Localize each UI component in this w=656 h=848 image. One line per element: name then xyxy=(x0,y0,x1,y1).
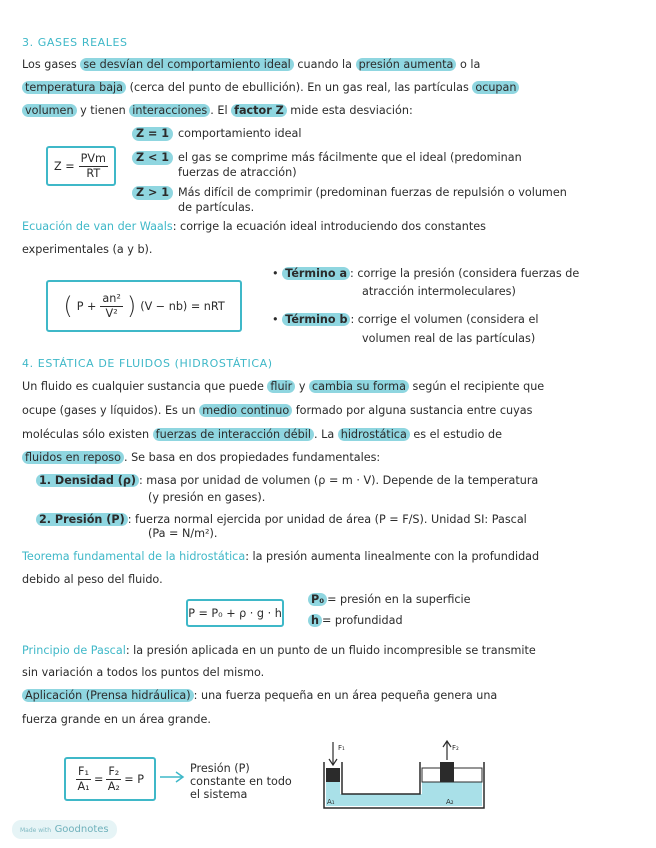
paragraph-line: fuerza grande en un área grande. xyxy=(22,713,211,726)
pascal-note: Presión (P) constante en todo el sistema xyxy=(190,762,292,801)
z-badge: Z > 1 xyxy=(132,186,173,200)
highlight: temperatura baja xyxy=(22,81,126,94)
definition-p0: P₀ = presión en la superficie xyxy=(308,593,471,607)
term-label: Término b xyxy=(282,313,350,326)
hydrostatic-formula-box: P = P₀ + ρ · g · h xyxy=(186,599,284,627)
theorem-title: Teorema fundamental de la hidrostática xyxy=(22,550,246,563)
term-b-cont: volumen real de las partículas) xyxy=(362,332,536,345)
section-3-heading: 3. GASES REALES xyxy=(22,36,128,49)
paragraph-line: ocupe (gases y líquidos). Es un medio continuo formado por alguna sustancia entre cuyas xyxy=(22,404,533,417)
small-piston xyxy=(326,768,340,782)
highlight: interacciones xyxy=(129,104,210,117)
hydraulic-press-diagram xyxy=(318,738,490,810)
highlight: fluir xyxy=(267,380,295,393)
highlight: fuerzas de interacción débil xyxy=(153,428,314,441)
arrow-right-icon xyxy=(158,770,188,784)
paragraph-line: volumen y tienen interacciones . El factor Z mide esta desviación: xyxy=(22,104,413,118)
highlight: medio continuo xyxy=(199,404,292,417)
label-f1: F₁ xyxy=(338,744,345,752)
property-density-cont: (y presión en gases). xyxy=(148,491,266,504)
paragraph-line: temperatura baja (cerca del punto de ebullición). En un gas real, las partículas ocupan xyxy=(22,81,519,95)
pascal-formula-box: $\frac{\text{F₁}}{\text{A₁}}$ = $\frac{\text{F₂}}{\text{A₂}}$ = P xyxy=(64,757,156,801)
fluid-right xyxy=(422,782,482,796)
section-4-heading: 4. ESTÁTICA DE FLUIDOS (HIDROSTÁTICA) xyxy=(22,357,273,370)
symbol: h xyxy=(308,614,322,627)
highlight: Aplicación (Prensa hidráulica) xyxy=(22,689,194,702)
fraction: $\frac{\text{F₁}}{\text{A₁}}$ xyxy=(77,764,90,793)
term-a-cont: atracción intermoleculares) xyxy=(362,285,516,298)
highlight: hidrostática xyxy=(338,428,410,441)
highlight: se desvían del comportamiento ideal xyxy=(80,58,293,71)
z-badge: Z = 1 xyxy=(132,127,173,141)
van-der-waals-formula-box: ( P + $\frac{\text{an²}}{\text{V²}}$ ) (V − nb) = nRT xyxy=(46,280,242,332)
z-case-text: Más difícil de comprimir (predominan fuerzas de repulsión o volumen xyxy=(178,186,567,199)
load-block xyxy=(440,762,454,782)
highlight: volumen xyxy=(22,104,77,117)
z-case-text: de partículas. xyxy=(178,201,255,214)
highlight: cambia su forma xyxy=(309,380,409,393)
paragraph-line: Ecuación de van der Waals: corrige la ecuación ideal introduciendo dos constantes xyxy=(22,220,486,233)
term-a: • Término a : corrige la presión (considera fuerzas de xyxy=(272,267,580,280)
fraction: $\frac{\text{PVm}}{RT}$ xyxy=(80,151,106,180)
paragraph-line: debido al peso del fluido. xyxy=(22,573,163,586)
property-pressure: 2. Presión (P) : fuerza normal ejercida por unidad de área (P = F/S). Unidad SI: Pascal xyxy=(36,513,527,527)
z-case-text: comportamiento ideal xyxy=(178,127,302,140)
property-pressure-cont: (Pa = N/m²). xyxy=(148,527,218,540)
paragraph-line: sin variación a todos los puntos del mismo. xyxy=(22,666,265,679)
label-a1: A₁ xyxy=(327,798,335,806)
goodnotes-badge: Made with Goodnotes xyxy=(12,820,117,839)
paragraph-line: fluidos en reposo . Se basa en dos propiedades fundamentales: xyxy=(22,451,380,465)
highlight: factor Z xyxy=(231,104,287,117)
highlight: fluidos en reposo xyxy=(22,451,124,464)
paragraph-line: Aplicación (Prensa hidráulica) : una fuerza pequeña en un área pequeña genera una xyxy=(22,689,497,703)
paragraph-line: Los gases se desvían del comportamiento ideal cuando la presión aumenta o la xyxy=(22,58,481,71)
fraction: $\frac{\text{F₂}}{\text{A₂}}$ xyxy=(107,764,120,793)
fraction: $\frac{\text{an²}}{\text{V²}}$ xyxy=(102,291,121,320)
label-f2: F₂ xyxy=(452,744,459,752)
paragraph-line: Teorema fundamental de la hidrostática: la presión aumenta linealmente con la profundidad xyxy=(22,550,540,563)
paragraph-line: experimentales (a y b). xyxy=(22,243,153,256)
z-case-text: fuerzas de atracción) xyxy=(178,166,297,179)
label-a2: A₂ xyxy=(446,798,454,806)
highlight: presión aumenta xyxy=(356,58,457,71)
vdw-title: Ecuación de van der Waals xyxy=(22,220,173,233)
z-case-text: el gas se comprime más fácilmente que el ideal (predominan xyxy=(178,151,522,164)
fluid-left xyxy=(326,782,340,796)
paragraph-line: Un fluido es cualquier sustancia que puede fluir y cambia su forma según el recipiente que xyxy=(22,380,545,393)
paragraph-line: Principio de Pascal: la presión aplicada en un punto de un fluido incompresible se transmite xyxy=(22,644,536,657)
term-b: • Término b : corrige el volumen (considera el xyxy=(272,313,539,326)
symbol: P₀ xyxy=(308,593,327,606)
pascal-title: Principio de Pascal xyxy=(22,644,126,657)
property-label: 1. Densidad (ρ) xyxy=(36,474,139,487)
definition-h: h = profundidad xyxy=(308,614,403,628)
property-label: 2. Presión (P) xyxy=(36,513,128,526)
term-label: Término a xyxy=(282,267,350,280)
goodnotes-logo: Goodnotes xyxy=(54,824,109,835)
highlight: ocupan xyxy=(472,81,519,94)
z-factor-formula-box: Z = $\frac{\text{PVm}}{RT}$ xyxy=(46,146,116,186)
property-density: 1. Densidad (ρ) : masa por unidad de volumen (ρ = m · V). Depende de la temperatura xyxy=(36,474,538,488)
paragraph-line: moléculas sólo existen fuerzas de interacción débil . La hidrostática es el estudio de xyxy=(22,428,502,441)
z-badge: Z < 1 xyxy=(132,151,173,165)
